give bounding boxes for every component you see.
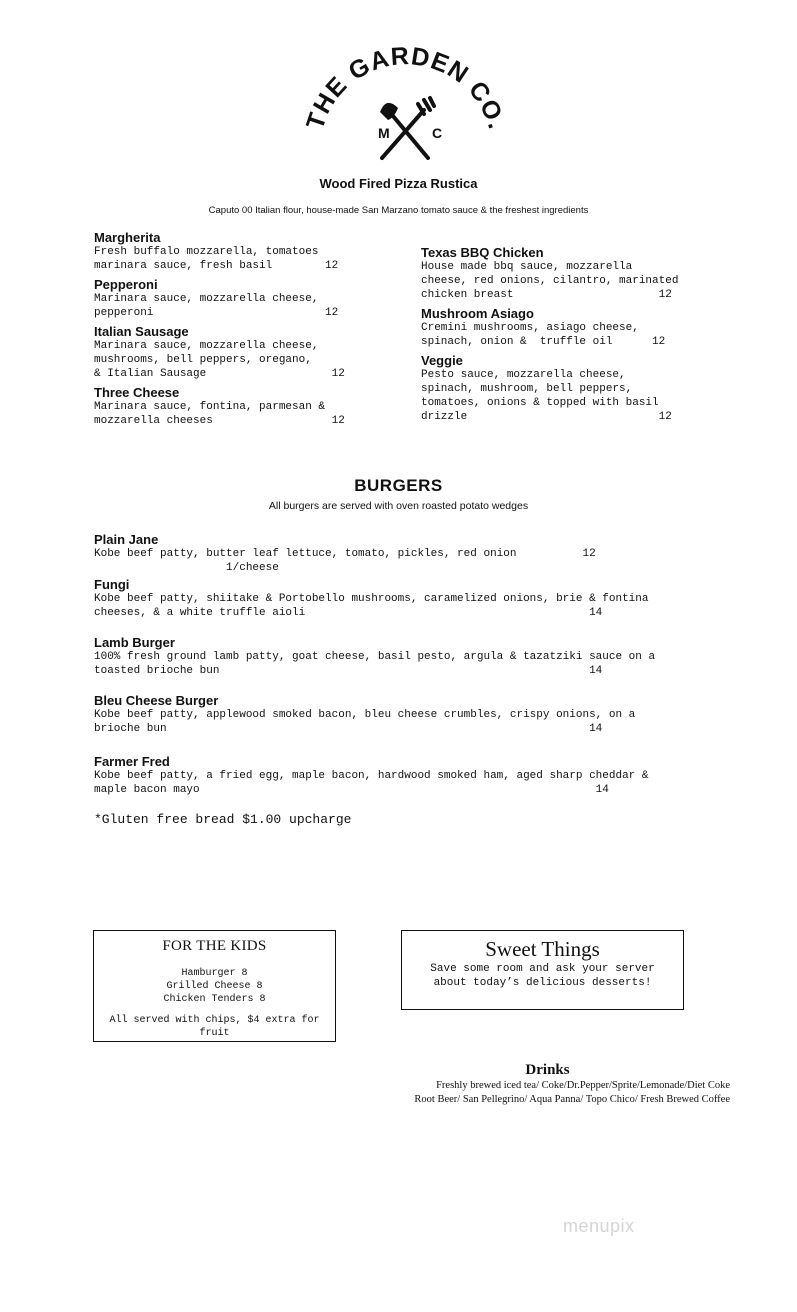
menu-item-margherita [94, 230, 394, 273]
desserts-box [401, 930, 684, 1010]
kids-item: Grilled Cheese 8 [166, 981, 263, 992]
menupix-watermark: menupix [563, 1216, 635, 1236]
item-name: Mushroom Asiago [421, 306, 534, 321]
logo-letter-c: C [432, 125, 443, 141]
menu-item-bleu-cheese-burger [94, 693, 734, 736]
kids-menu-note: All served with chips, $4 extra for fruit [109, 1015, 320, 1039]
menu-item-fungi [94, 577, 734, 620]
restaurant-logo [300, 40, 510, 170]
burgers-section-subtitle: All burgers are served with oven roasted potato wedges [268, 500, 529, 512]
item-name: Lamb Burger [94, 635, 175, 650]
menu-item-pepperoni [94, 277, 394, 320]
item-description: Marinara sauce, mozzarella cheese, mushrooms, bell peppers, oregano, & Italian Sausage 12 [94, 340, 345, 380]
drinks-line-2: Root Beer/ San Pellegrino/ Aqua Panna/ Topo Chico/ Fresh Brewed Coffee [414, 1094, 730, 1105]
burgers-section-title: BURGERS [354, 476, 443, 495]
kids-menu-list [94, 967, 335, 1006]
item-description: 100% fresh ground lamb patty, goat cheese, basil pesto, argula & tazatziki sauce on a toasted brioche bun 14 [94, 651, 656, 677]
logo-wordmark-text: THE GARDEN CO. [300, 42, 510, 133]
item-description: Pesto sauce, mozzarella cheese, spinach, mushroom, bell peppers, tomatoes, onions & topped with basil drizzle 12 [421, 369, 672, 423]
item-description: Marinara sauce, mozzarella cheese, pepperoni 12 [94, 293, 339, 319]
item-description: Marinara sauce, fontina, parmesan & mozzarella cheeses 12 [94, 401, 345, 427]
kids-menu-box [93, 930, 336, 1042]
item-name: Bleu Cheese Burger [94, 693, 219, 708]
pizza-right-column [421, 245, 741, 424]
item-description: House made bbq sauce, mozzarella cheese, red onions, cilantro, marinated chicken breast 12 [421, 261, 679, 301]
menu-item-mushroom-asiago [421, 306, 741, 349]
logo-wordmark [301, 42, 510, 133]
item-description: Kobe beef patty, shiitake & Portobello mushrooms, caramelized onions, brie & fontina cheeses, & a white truffle aioli 14 [94, 593, 649, 619]
logo-letter-m: M [378, 125, 390, 141]
item-name: Margherita [94, 230, 161, 245]
menu-item-plain-jane [94, 532, 734, 575]
item-name: Three Cheese [94, 385, 180, 400]
kids-item: Chicken Tenders 8 [163, 994, 266, 1005]
kids-item: Hamburger 8 [181, 968, 248, 979]
drinks-title: Drinks [525, 1062, 570, 1078]
item-description: Kobe beef patty, a fried egg, maple bacon, hardwood smoked ham, aged sharp cheddar & maple bacon mayo 14 [94, 770, 649, 796]
item-description: Kobe beef patty, butter leaf lettuce, tomato, pickles, red onion 12 1/cheese [94, 548, 596, 574]
desserts-text: Save some room and ask your server about today’s delicious desserts! [430, 963, 655, 989]
item-description: Cremini mushrooms, asiago cheese, spinach, onion & truffle oil 12 [421, 322, 666, 348]
item-name: Italian Sausage [94, 324, 189, 339]
menu-item-veggie [421, 353, 741, 424]
item-description: Kobe beef patty, applewood smoked bacon, bleu cheese crumbles, crispy onions, on a brioche bun 14 [94, 709, 636, 735]
menu-item-texas-bbq-chicken [421, 245, 741, 302]
item-name: Pepperoni [94, 277, 158, 292]
item-name: Veggie [421, 353, 463, 368]
logo-graphic [300, 40, 510, 170]
item-name: Plain Jane [94, 532, 159, 547]
pizza-section-subtitle: Caputo 00 Italian flour, house-made San Marzano tomato sauce & the freshest ingredients [208, 205, 589, 216]
pizza-section-title: Wood Fired Pizza Rustica [319, 176, 478, 191]
item-name: Texas BBQ Chicken [421, 245, 544, 260]
gluten-free-note: *Gluten free bread $1.00 upcharge [94, 812, 352, 827]
menu-item-lamb-burger [94, 635, 734, 678]
item-name: Fungi [94, 577, 130, 592]
menu-item-italian-sausage [94, 324, 394, 381]
drinks-line-1: Freshly brewed iced tea/ Coke/Dr.Pepper/Sprite/Lemonade/Diet Coke [436, 1080, 730, 1091]
kids-menu-title: FOR THE KIDS [162, 938, 267, 954]
pizza-left-column [94, 230, 394, 428]
item-description: Fresh buffalo mozzarella, tomatoes marinara sauce, fresh basil 12 [94, 246, 339, 272]
desserts-title: Sweet Things [485, 937, 600, 961]
menu-item-farmer-fred [94, 754, 734, 797]
menu-item-three-cheese [94, 385, 394, 428]
item-name: Farmer Fred [94, 754, 170, 769]
